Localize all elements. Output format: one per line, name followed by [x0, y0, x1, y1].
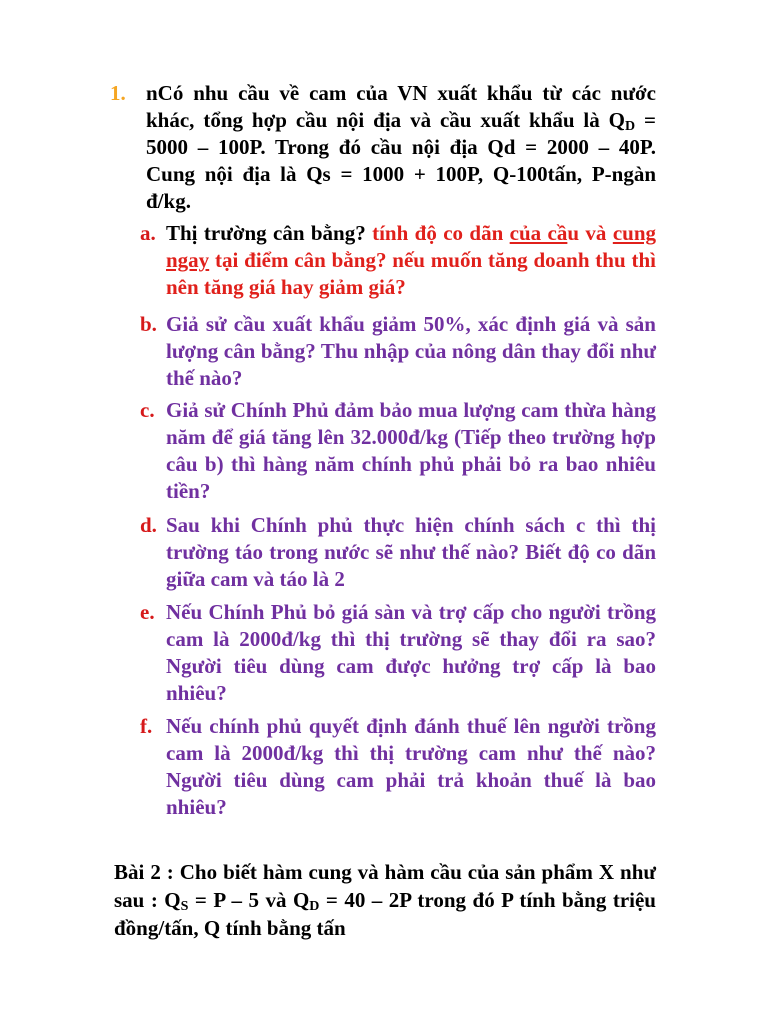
question-1	[110, 80, 656, 215]
sub-question-text	[166, 220, 656, 301]
sub-question-letter: d.	[140, 513, 157, 537]
exercise-2-text-part: = 40 – 2P trong đó P tính bằng triệu đồng/tấn, Q tính bằng tấn	[114, 888, 656, 940]
question-1-number: 1.	[110, 81, 126, 105]
underlined-text: của cầ	[509, 221, 568, 245]
sub-question-text: Sau khi Chính phủ thực hiện chính sách c thì thị trường táo trong nước sẽ như thế nào? Biết độ co dãn giữa cam và táo là 2	[166, 513, 656, 591]
sub-question-letter: f.	[140, 714, 153, 738]
question-1-text	[146, 80, 656, 215]
sub-question-e	[140, 599, 656, 707]
sub-question-d	[140, 512, 656, 593]
text-part: u và	[567, 221, 613, 245]
sub-question-f	[140, 713, 656, 821]
underlined-text: cung ngay	[166, 221, 656, 272]
subscript-s: S	[180, 899, 189, 914]
sub-question-letter: b.	[140, 312, 157, 336]
sub-question-b	[140, 311, 656, 392]
exercise-2-text-part: = P – 5 và Q	[188, 888, 310, 912]
sub-question-c	[140, 397, 656, 505]
exercise-2-text-part: Bài 2 : Cho biết hàm cung và hàm cầu của sản phẩm X như sau : Q	[114, 860, 656, 912]
sub-question-letter: a.	[140, 221, 156, 245]
text-part: tại điểm cân bằng? nếu muốn tăng doanh thu thì nên tăng giá hay giảm giá?	[166, 248, 656, 299]
sub-question-a	[140, 220, 656, 301]
sub-question-text: Giả sử cầu xuất khẩu giảm 50%, xác định giá và sản lượng cân bằng? Thu nhập của nông dân thay đổi như thế nào?	[166, 312, 656, 390]
sub-question-letter: c.	[140, 398, 155, 422]
subscript-d: D	[625, 119, 636, 134]
subscript-d: D	[309, 899, 320, 914]
sub-question-letter: e.	[140, 600, 155, 624]
question-1-text-part: = 5000 – 100P. Trong đó cầu nội địa Qd = 2000 – 40P. Cung nội địa là Qs = 1000 + 100P, Q-100tấn, P-ngàn đ/kg.	[146, 108, 657, 213]
sub-question-text: Nếu chính phủ quyết định đánh thuế lên người trồng cam là 2000đ/kg thì thị trường cam như thế nào? Người tiêu dùng cam phải trả khoản thuế là bao nhiêu?	[166, 714, 656, 819]
question-1-text-part: nCó nhu cầu về cam của VN xuất khẩu từ các nước khác, tổng hợp cầu nội địa và cầu xuất khẩu là Q	[146, 81, 656, 132]
exercise-2	[114, 858, 656, 942]
sub-question-text: Nếu Chính Phủ bỏ giá sàn và trợ cấp cho người trồng cam là 2000đ/kg thì thị trường sẽ thay đổi ra sao? Người tiêu dùng cam được hưởng trợ cấp là bao nhiêu?	[166, 600, 656, 705]
text-part: tính độ co dãn	[372, 221, 510, 245]
text-part: Thị trường cân bằng?	[166, 221, 373, 245]
sub-question-text: Giả sử Chính Phủ đảm bảo mua lượng cam thừa hàng năm để giá tăng lên 32.000đ/kg (Tiếp theo trường hợp câu b) thì hàng năm chính phủ phải bỏ ra bao nhiêu tiền?	[166, 398, 656, 503]
